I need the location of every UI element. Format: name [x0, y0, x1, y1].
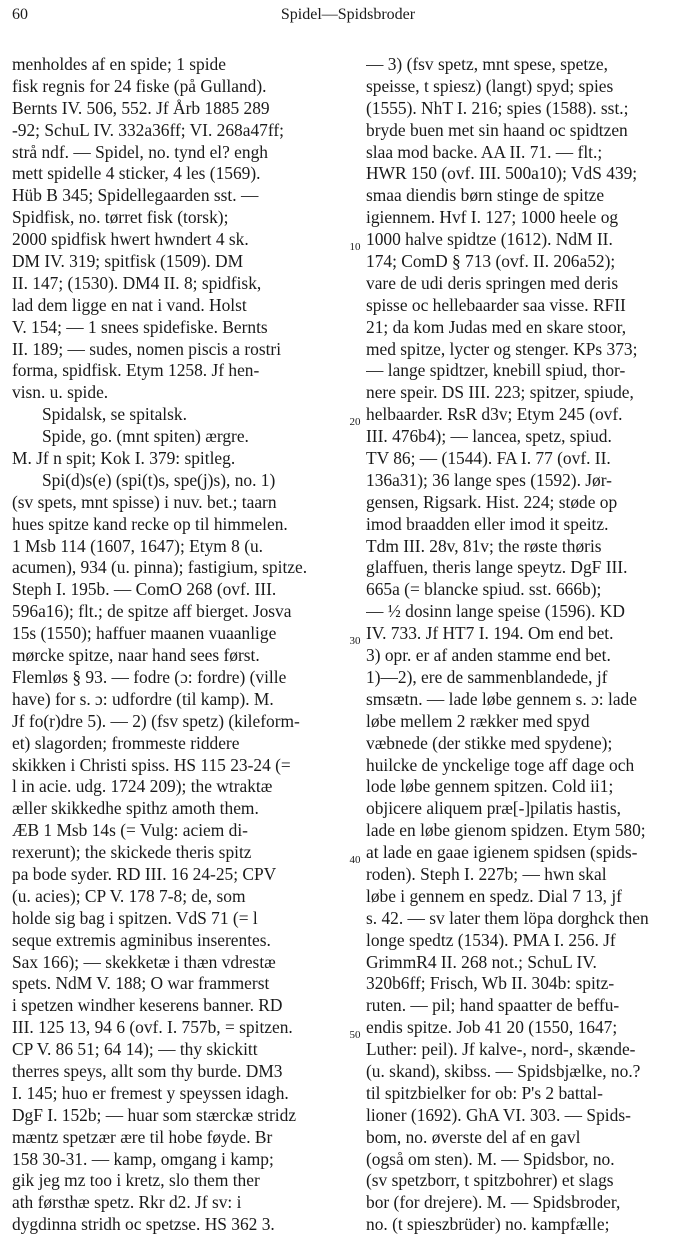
text-line: (1555). NhT I. 216; spies (1588). sst.;: [366, 97, 629, 118]
line-number: 20: [349, 416, 361, 428]
left-column: [12, 54, 342, 1236]
text-line: no. (t spieszbrüder) no. kampfælle;: [366, 1214, 610, 1235]
text-line: bryde buen met sin haand oc spidtzen: [366, 119, 628, 140]
text-line: lode løbe gennem spitzen. Cold ii1;: [366, 776, 614, 797]
text-line: lioner (1692). GhA VI. 303. — Spids-: [366, 1104, 631, 1125]
text-line: igiennem. Hvf I. 127; 1000 heele og: [366, 207, 619, 228]
text-line: V. 154; — 1 snees spidefiske. Bernts: [12, 316, 268, 337]
text-line: — lange spidtzer, knebill spiud, thor-: [366, 360, 626, 381]
text-line: mæntz spetzær ære til hobe føyde. Br: [12, 1126, 273, 1147]
text-line: rexerunt); the skickede theris spitz: [12, 842, 252, 863]
page-number: 60: [12, 6, 28, 23]
text-line: 3) opr. er af anden stamme end bet.: [366, 645, 611, 666]
line-number: 50: [349, 1029, 361, 1041]
text-line: 596a16); flt.; de spitze aff bierget. Josva: [12, 601, 292, 622]
text-line: mett spidelle 4 sticker, 4 les (1569).: [12, 163, 261, 184]
text-line: 1000 halve spidtze (1612). NdM II.: [366, 229, 613, 250]
text-line: II. 147; (1530). DM4 II. 8; spidfisk,: [12, 272, 262, 293]
text-line: s. 42. — sv later them löpa dorghck then: [366, 907, 649, 928]
text-line: 1)—2), ere de sammenblandede, jf: [366, 666, 608, 687]
text-line: M. Jf n spit; Kok I. 379: spitleg.: [12, 448, 236, 469]
text-line: Sax 166); — skekketæ i thæn vdrestæ: [12, 951, 276, 972]
text-line: fisk regnis for 24 fiske (på Gulland).: [12, 75, 267, 96]
text-line: væbnede (der stikke med spydene);: [366, 732, 613, 753]
text-line: bom, no. øverste del af en gavl: [366, 1126, 581, 1147]
line-number: 30: [349, 635, 361, 647]
text-line: glaffuen, theris lange speytz. DgF III.: [366, 557, 628, 578]
text-line: TV 86; — (1544). FA I. 77 (ovf. II.: [366, 448, 611, 469]
text-line: 2000 spidfisk hwert hwndert 4 sk.: [12, 229, 249, 250]
line-number: 10: [349, 241, 361, 253]
text-line: at lade en gaae igienem spidsen (spids-: [366, 842, 638, 863]
text-line: til spitzbielker for ob: P's 2 battal-: [366, 1082, 603, 1103]
text-line: helbaarder. RsR d3v; Etym 245 (ovf.: [366, 404, 623, 425]
text-line: lad dem ligge en nat i vand. Holst: [12, 294, 247, 315]
text-line: nere speir. DS III. 223; spitzer, spiude,: [366, 382, 634, 403]
text-line: vare de udi deris springen med deris: [366, 272, 619, 293]
text-line: gensen, Rigsark. Hist. 224; støde op: [366, 491, 618, 512]
text-line: III. 476b4); — lancea, spetz, spiud.: [366, 426, 612, 447]
text-line: — ½ dosinn lange speise (1596). KD: [366, 601, 625, 622]
text-line: Spide, go. (mnt spiten) ærgre.: [42, 426, 249, 447]
text-line: 1 Msb 114 (1607, 1647); Etym 8 (u.: [12, 535, 264, 556]
text-line: objicere aliquem præ[-]pilatis hastis,: [366, 798, 621, 819]
text-line: (sv spets, mnt spisse) i nuv. bet.; taarn: [12, 491, 277, 512]
text-line: CP V. 86 51; 64 14); — thy skickitt: [12, 1039, 258, 1060]
text-line: pa bode syder. RD III. 16 24-25; CPV: [12, 863, 277, 884]
text-line: et) slagorden; frommeste riddere: [12, 732, 240, 753]
page-header: [12, 4, 684, 26]
text-line: mørcke spitze, naar hand sees først.: [12, 645, 260, 666]
text-line: æller skikkedhe spithz amoth them.: [12, 798, 259, 819]
text-line: Spidalsk, se spitalsk.: [42, 404, 187, 425]
text-line: 665a (= blancke spiud. sst. 666b);: [366, 579, 602, 600]
text-line: l in acie. udg. 1724 209); the wtraktæ: [12, 776, 273, 797]
text-line: DM IV. 319; spitfisk (1509). DM: [12, 251, 244, 272]
text-line: IV. 733. Jf HT7 I. 194. Om end bet.: [366, 623, 614, 644]
text-line: 174; ComD § 713 (ovf. II. 206a52);: [366, 251, 616, 272]
text-line: Tdm III. 28v, 81v; the røste thøris: [366, 535, 602, 556]
text-line: (u. skand), skibss. — Spidsbjælke, no.?: [366, 1060, 641, 1081]
text-line: visn. u. spide.: [12, 382, 109, 403]
text-line: slaa mod backe. AA II. 71. — flt.;: [366, 141, 603, 162]
text-line: Jf fo(r)dre 5). — 2) (fsv spetz) (kileform-: [12, 710, 300, 731]
text-line: speisse, t spiesz) (langt) spyd; spies: [366, 75, 614, 96]
text-line: (u. acies); CP V. 178 7-8; de, som: [12, 885, 246, 906]
text-line: ÆB 1 Msb 14s (= Vulg: aciem di-: [12, 820, 248, 841]
text-line: imod braadden eller imod it speitz.: [366, 513, 609, 534]
text-line: med spitze, lycter og stenger. KPs 373;: [366, 338, 638, 359]
text-line: smsætn. — lade løbe gennem s. ɔ: lade: [366, 688, 637, 709]
text-line: (også om sten). M. — Spidsbor, no.: [366, 1148, 615, 1169]
text-line: Spidfisk, no. tørret fisk (torsk);: [12, 207, 229, 228]
right-column: [366, 54, 694, 1236]
text-line: (sv spetzborr, t spitzbohrer) et slags: [366, 1170, 614, 1191]
text-line: acumen), 934 (u. pinna); fastigium, spitze.: [12, 557, 308, 578]
text-line: hues spitze kand recke op til himmelen.: [12, 513, 288, 534]
text-line: 15s (1550); haffuer maanen vuaanlige: [12, 623, 277, 644]
text-line: spets. NdM V. 188; O war frammerst: [12, 973, 270, 994]
text-line: skikken i Christi spiss. HS 115 23-24 (=: [12, 754, 291, 775]
text-line: endis spitze. Job 41 20 (1550, 1647;: [366, 1017, 618, 1038]
text-line: Bernts IV. 506, 552. Jf Årb 1885 289: [12, 97, 270, 118]
text-line: smaa diendis børn stinge de spitze: [366, 185, 605, 206]
text-line: 21; da kom Judas med en skare stoor,: [366, 316, 627, 337]
text-line: gik jeg mz too i kretz, slo them ther: [12, 1170, 260, 1191]
text-line: ruten. — pil; hand spaatter de beffu-: [366, 995, 620, 1016]
text-line: -92; SchuL IV. 332a36ff; VI. 268a47ff;: [12, 119, 284, 140]
running-head: Spidel—Spidsbroder: [280, 6, 416, 23]
text-line: holde sig bag i spitzen. VdS 71 (= l: [12, 907, 258, 928]
text-line: I. 145; huo er fremest y speyssen idagh.: [12, 1082, 289, 1103]
text-line: HWR 150 (ovf. III. 500a10); VdS 439;: [366, 163, 638, 184]
text-line: huilcke de ynckelige toge aff dage och: [366, 754, 635, 775]
text-line: longe spedtz (1534). PMA I. 256. Jf: [366, 929, 616, 950]
text-line: DgF I. 152b; — huar som stærckæ stridz: [12, 1104, 297, 1125]
text-line: III. 125 13, 94 6 (ovf. I. 757b, = spitzen.: [12, 1017, 293, 1038]
text-line: Steph I. 195b. — ComO 268 (ovf. III.: [12, 579, 277, 600]
text-line: — 3) (fsv spetz, mnt spese, spetze,: [366, 54, 608, 74]
text-line: løbe mellem 2 rækker med spyd: [366, 710, 590, 731]
text-line: Hüb B 345; Spidellegaarden sst. —: [12, 185, 259, 206]
text-line: løbe i gennem en spedz. Dial 7 13, jf: [366, 885, 622, 906]
text-line: therres speys, allt som thy burde. DM3: [12, 1060, 283, 1081]
text-line: i spetzen windher keserens banner. RD: [12, 995, 283, 1016]
text-line: GrimmR4 II. 268 not.; SchuL IV.: [366, 951, 597, 972]
text-line: 320b6ff; Frisch, Wb II. 304b: spitz-: [366, 973, 615, 994]
text-line: roden). Steph I. 227b; — hwn skal: [366, 863, 607, 884]
text-line: Spi(d)s(e) (spi(t)s, spe(j)s), no. 1): [42, 469, 276, 490]
text-line: II. 189; — sudes, nomen piscis a rostri: [12, 338, 282, 359]
text-line: have) for s. ɔ: udfordre (til kamp). M.: [12, 688, 274, 709]
text-line: Luther: peil). Jf kalve-, nord-, skænde-: [366, 1039, 636, 1060]
text-line: 136a31); 36 lange spes (1592). Jør-: [366, 469, 612, 490]
text-line: bor (for drejere). M. — Spidsbroder,: [366, 1192, 621, 1213]
text-line: Flemløs § 93. — fodre (ɔ: fordre) (ville: [12, 666, 287, 687]
text-line: menholdes af en spide; 1 spide: [12, 54, 226, 74]
text-line: lade en løbe gienom spidzen. Etym 580;: [366, 820, 646, 841]
text-line: 158 30-31. — kamp, omgang i kamp;: [12, 1148, 274, 1169]
text-line: spisse oc hellebaarder saa visse. RFII: [366, 294, 626, 315]
text-line: strå ndf. — Spidel, no. tynd el? engh: [12, 141, 268, 162]
text-line: seque extremis agminibus inserentes.: [12, 929, 271, 950]
text-line: forma, spidfisk. Etym 1258. Jf hen-: [12, 360, 260, 381]
text-line: ath førsthæ spetz. Rkr d2. Jf sv: i: [12, 1192, 242, 1213]
text-line: dygdinna stridh oc spetzse. HS 362 3.: [12, 1214, 275, 1235]
line-number: 40: [349, 854, 361, 866]
